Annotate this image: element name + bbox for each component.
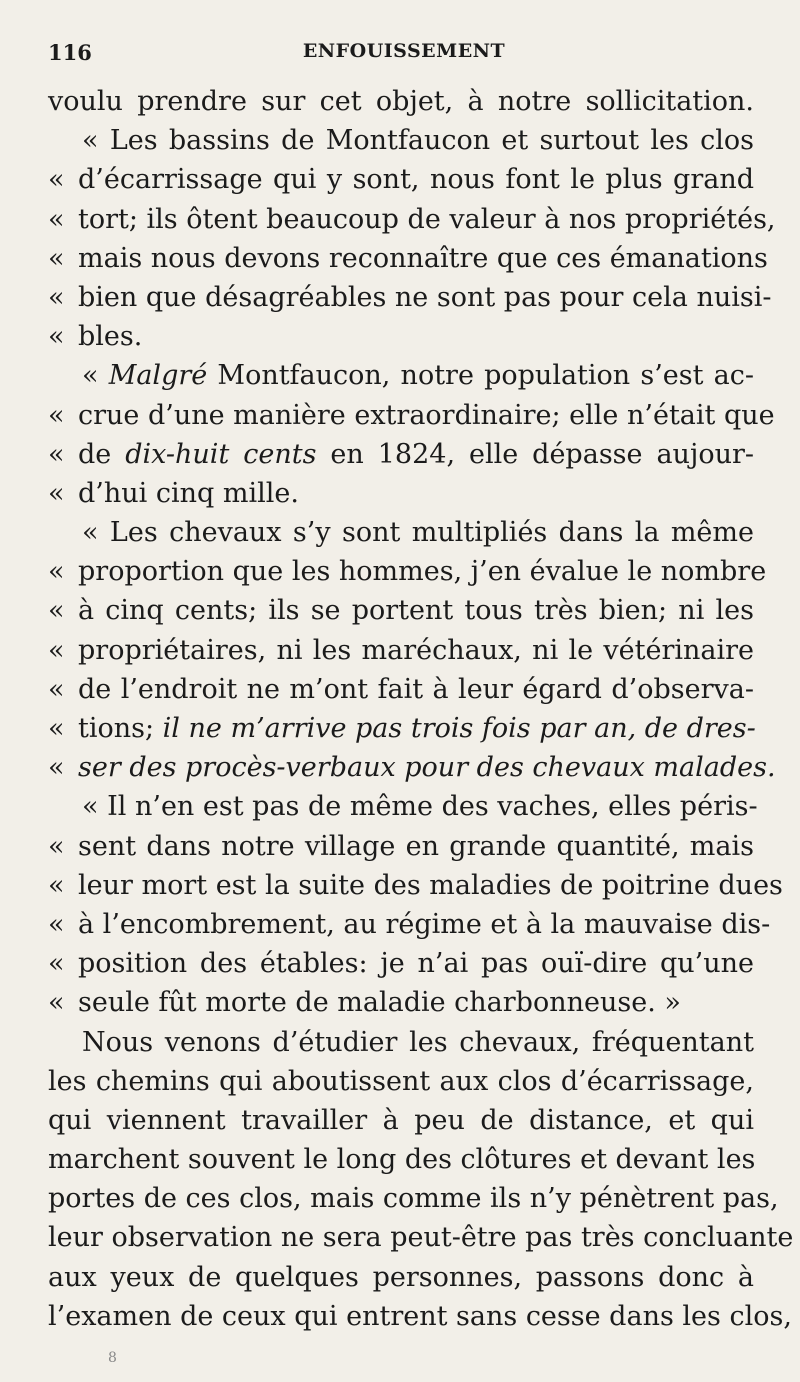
line-text: mais nous devons reconnaître que ces émanations (78, 242, 768, 274)
text-line (48, 1023, 754, 1062)
italic-text: dix-huit cents (125, 438, 317, 470)
line-text: Nous venons d’étudier les chevaux, fréquentant (82, 1026, 754, 1058)
line-text: en 1824, elle dépasse aujour- (316, 438, 754, 470)
page-header (48, 40, 760, 70)
line-text: à l’encombrement, au régime et à la mauvaise dis- (78, 908, 771, 940)
text-line (48, 200, 776, 239)
quote-mark: « (48, 948, 65, 980)
line-text: les chemins qui aboutissent aux clos d’écarrissage, (48, 1065, 754, 1097)
quote-mark: « (48, 908, 65, 940)
italic-text: ser des procès-verbaux pour des chevaux malades. (78, 752, 776, 784)
line-text: Montfaucon, notre population s’est ac- (207, 360, 754, 392)
line-text: bien que désagréables ne sont pas pour cela nuisi- (78, 281, 772, 313)
quote-mark: « (48, 752, 65, 784)
quote-mark: « (48, 830, 65, 862)
quote-mark: « (48, 281, 65, 313)
line-text: tions; (78, 713, 163, 744)
text-line (48, 591, 754, 630)
line-text: crue d’une manière extraordinaire; elle n’était que (78, 399, 775, 431)
line-text: voulu prendre sur cet objet, à notre sollicitation. (48, 86, 754, 117)
text-line (48, 317, 754, 356)
signature-mark: 8 (108, 1350, 117, 1366)
text-line (48, 552, 767, 591)
quote-mark: « (48, 595, 65, 627)
text-line (48, 82, 754, 121)
line-text: qui viennent travailler à peu de distance, et qui (48, 1104, 754, 1136)
quote-mark: « (48, 869, 65, 901)
quote-mark: « (48, 399, 65, 431)
line-text: leur observation ne sera peut-être pas très concluante (48, 1222, 794, 1254)
text-line (48, 239, 768, 278)
line-text: bles. (78, 321, 143, 353)
line-text: « Les chevaux s’y sont multipliés dans la même (82, 517, 754, 549)
line-text: seule fût morte de maladie charbonneuse. » (78, 987, 681, 1019)
quote-mark: « (48, 556, 65, 588)
text-line (48, 1218, 794, 1257)
text-line (48, 983, 754, 1022)
italic-text: il ne m’arrive pas trois fois par an, de dres- (162, 713, 756, 744)
page-number: 116 (48, 40, 92, 65)
text-line (48, 1297, 792, 1336)
quote-mark: « (48, 321, 65, 353)
text-line (48, 827, 754, 866)
quote-mark: « (48, 673, 65, 705)
text-line (48, 513, 754, 552)
italic-text: Malgré (108, 360, 208, 392)
text-line (48, 748, 776, 787)
text-line (48, 474, 754, 513)
quote-mark: « (48, 477, 65, 509)
quote-mark: « (48, 164, 65, 196)
line-text: à cinq cents; ils se portent tous très bien; ni les (78, 595, 754, 627)
text-line (48, 1101, 754, 1140)
text-line (48, 1062, 754, 1101)
text-line (48, 709, 754, 748)
line-text: d’hui cinq mille. (78, 477, 299, 509)
text-line (48, 670, 754, 709)
quote-mark: « (48, 203, 65, 235)
line-text: « (82, 360, 109, 392)
quote-mark: « (48, 634, 65, 666)
quote-mark: « (48, 987, 65, 1019)
line-text: « Les bassins de Montfaucon et surtout les clos (82, 125, 754, 157)
text-line (48, 160, 754, 199)
line-text: de (78, 438, 126, 470)
quote-mark: « (48, 438, 65, 470)
line-text: d’écarrissage qui y sont, nous font le plus grand (78, 164, 754, 196)
text-line (48, 787, 758, 826)
line-text: leur mort est la suite des maladies de poitrine dues (78, 869, 783, 901)
body-text (48, 82, 794, 1336)
quote-mark: « (48, 713, 65, 744)
text-line (48, 435, 754, 474)
text-line (48, 1258, 754, 1297)
text-line (48, 905, 771, 944)
text-line (48, 1140, 754, 1179)
text-line (48, 1179, 779, 1218)
text-line (48, 396, 775, 435)
line-text: l’examen de ceux qui entrent sans cesse dans les clos, (48, 1300, 792, 1332)
line-text: aux yeux de quelques personnes, passons donc à (48, 1261, 754, 1293)
running-head: ENFOUISSEMENT (302, 40, 506, 62)
line-text: portes de ces clos, mais comme ils n’y pénètrent pas, (48, 1183, 779, 1215)
text-line (48, 356, 754, 395)
quote-mark: « (48, 242, 65, 274)
text-line (48, 278, 772, 317)
line-text: position des étables: je n’ai pas ouï-dire qu’une (78, 948, 754, 980)
line-text: proportion que les hommes, j’en évalue le nombre (78, 556, 767, 588)
text-line (48, 944, 754, 983)
line-text: sent dans notre village en grande quantité, mais (78, 830, 754, 862)
line-text: marchent souvent le long des clôtures et devant les (48, 1144, 756, 1176)
line-text: « Il n’en est pas de même des vaches, elles péris- (82, 791, 758, 823)
line-text: tort; ils ôtent beaucoup de valeur à nos propriétés, (78, 203, 776, 235)
text-line (48, 121, 754, 160)
line-text: de l’endroit ne m’ont fait à leur égard d’observa- (78, 673, 754, 705)
text-line (48, 631, 754, 670)
line-text: propriétaires, ni les maréchaux, ni le vétérinaire (78, 634, 754, 666)
text-line (48, 866, 783, 905)
